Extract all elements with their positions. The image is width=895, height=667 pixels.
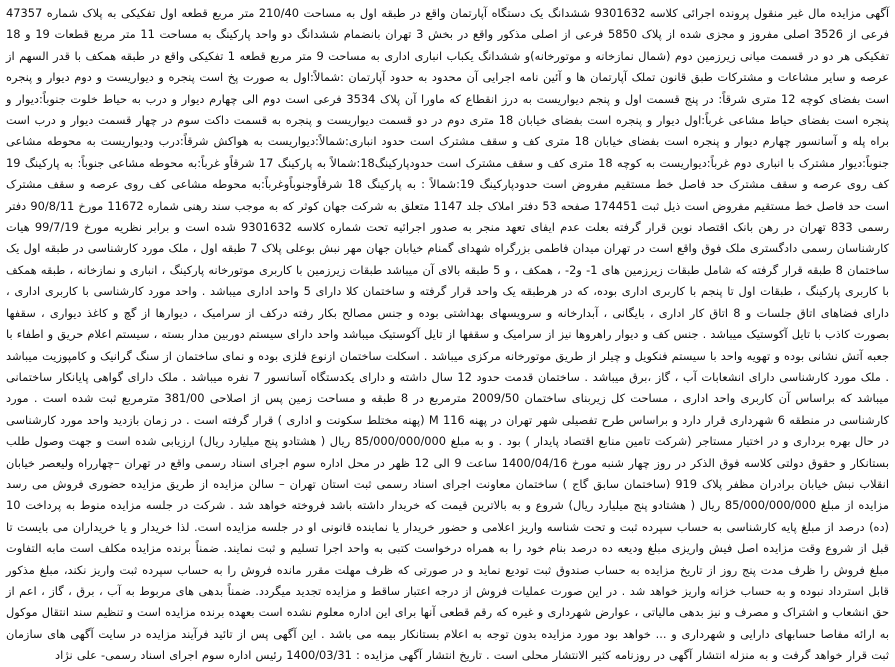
auction-notice-text: آگهی مزایده مال غیر منقول پرونده اجرائی کلاسه 9301632 ششدانگ یک دستگاه آپارتمان واقع در طبقه اول به مساحت 210/40 متر مربع قطعه اول تفکیکی به پلاک شماره 47357 فرعی از 3526 اصلی مفروز و مجزی شده از پلاک 5850 فرعی از اصلی مذکور واقع در بخش 3 تهران بانضمام ششدانگ دو واحد پارکینگ به مساحت 11 متر مربع قطعات 19 و 18 تفکیکی هر دو در قسمت میانی زیرزمین دوم (شمال نمازخانه و موتورخانه)و ششدانگ یکباب انباری اداری به مساحت 9 متر مربع قطعه 1 تفکیکی واقع در طبقه همکف با قدر السهم از عرصه و سایر مشاعات و مشترکات طبق قانون تملک آپارتمان ها و آئین نامه اجرایی آن محدود به حدود آپارتمان :شمالاً:اول به صورت پخ است پنجره و دیواریست و دوم دیوار و پنجره است بفضای کوچه 12 متری شرقاً: در پنج قسمت اول و پنجم دیواریست به درز انقطاع که ماورا آن پلاک 3534 فرعی است دوم الی چهارم دیوار و درب به حیاط خلوت جنوباً:دیوار و پنجره است بفضای حیاط مشاعی غرباً:اول دیوار و پنجره است بفضای خیابان 18 متری دوم در دو قسمت دیواریست و پنجره به قسمت داکت سوم در چهار قسمت دیوار و درب است براه پله و آسانسور چهارم دیوار و پنجره است بفضای خیابان 18 متری کف و سقف مشترک است حدود انباری:شمالاً:دیواریست به هواکش شرقاً:درب ودیواریست به محوطه مشاعی جنوباً:دیوار مشترک با انباری دوم غرباً:دیواریست به کوچه 18 متری کف و سقف مشترک است حدودپارکینگ18:شمالاً به پارکینگ 17 شرقاًو غرباً:به محوطه مشاعی جنوباً: به پارکینگ 19 کف روی عرصه و سقف مشترک حد فاصل خط مستقیم مفروض است حدودپارکینگ 19:شمالاً : به پارکینگ 18 شرقاًوجنوباًوغرباً:به محوطه مشاعی کف روی عرصه و سقف مشترک است حد فاصل خط مستقیم مفروض است ذیل ثبت 174451 صفحه 53 دفتر املاک جلد 1147 متعلق به شرکت جهان کوثر که به موجب سند رهنی شماره 11672 مورخ 90/8/11 دفتر رسمی 833 تهران در رهن بانک اقتصاد نوین قرار گرفته بعلت عدم ایفای تعهد منجر به صدور اجرائیه تحت شماره کلاسه 9301632 شده است و برابر نظریه مورخ 99/7/19 هیات کارشناسان رسمی دادگستری ملک فوق واقع است در تهران میدان فاطمی بزرگراه شهدای گمنام خیابان جهان مهر نبش بوعلی پلاک 7 طبقه اول ، ملک مورد کارشناسی در طبقه اول یک ساختمان 8 طبقه قرار گرفته که شامل طبقات زیرزمین های 1- و2- ، همکف ، و 5 طبقه بالای آن میباشد طبقات زیرزمین با کاربری موتورخانه پارکینگ ، انباری و نمازخانه ، طبقه همکف با کاربری پارکینگ ، طبقات اول تا پنجم با کاربری اداری بوده، که در هرطبقه یک واحد قرار گرفته و ساختمان کلا دارای 5 واحد اداری میباشد . واحد مورد کارشناسی با کاربری اداری ، دارای فضاهای اتاق جلسات و 8 اتاق کار اداری ، بایگانی ، آبدارخانه و سرویسهای بهداشتی بوده و جنس مصالح بکار رفته درکف از سرامیک ، دیوارها از گچ و کاغذ دیواری ، سقفها بصورت کاذب با تایل آکوستیک میباشد . جنس کف و دیوار راهروها نیز از سرامیک و سقفها از تایل آکوستیک میباشد واحد دارای سیستم دوربین مدار بسته ، سیستم اعلام حریق و اطفاء با جعبه آتش نشانی بوده و تهویه واحد با سیستم فنکویل و چیلر از طریق موتورخانه مرکزی میباشد . اسکلت ساختمان ازنوع فلزی بوده و نمای ساختمان از سنگ گرانیک و کامپوزیت میباشد . ملک مورد کارشناسی دارای انشعابات آب ، گاز ،برق میباشد . ساختمان قدمت حدود 12 سال داشته و دارای یکدستگاه آسانسور 7 نفره میباشد . ملک دارای گواهی پایانکار ساختمانی میباشد که براساس آن کاربری واحد اداری ، مساحت کل زیربنای ساختمان 2009/50 مترمربع در 8 طبقه و مساحت زمین پس از اصلاحی 381/00 مترمربع ثبت شده است . مورد کارشناسی در منطقه 6 شهرداری قرار دارد و براساس طرح تفصیلی شهر تهران در پهنه M 116 (پهنه مختلط سکونت و اداری ) قرار گرفته است . در زمان بازدید واحد مورد کارشناسی در حال بهره برداری و در اختیار مستاجر (شرکت تامین منابع اقتصاد پایدار ) بود . و به مبلغ 85/000/000/000 ریال ( هشتادو پنج میلیارد ریال) ارزیابی شده است و جهت وصول طلب بستانکار و حقوق دولتی کلاسه فوق الذکر در روز چهار شنبه مورخ 1400/04/16 ساعت 9 الی 12 ظهر در محل اداره سوم اجرای اسناد رسمی واقع در تهران –چهارراه ولیعصر خیابان انقلاب نبش خیابان برادران مظفر پلاک 919 (ساختمان سابق گاج ) ساختمان معاونت اجرای اسناد رسمی ثبت استان تهران – سالن مزایده از طریق مزایده حضوری فروش می رسد مزایده از مبلغ 85/000/000/000 ریال ( هشتادو پنج میلیارد ریال) شروع و به بالاترین قیمت که خریدار داشته باشد فروخته خواهد شد . شرکت در جلسه مزایده منوط به پرداخت 10 (ده) درصد از مبلغ پایه کارشناسی به حساب سپرده ثبت و تحت شناسه واریز اعلامی و حضور خریدار یا نماینده قانونی او در جلسه مزایده است. لذا خریدار و یا خریداران می بایست تا قبل از شروع وقت مزایده اصل فیش واریزی مبلغ ودیعه ده درصد بنام خود را به همراه درخواست کتبی به واحد اجرا تسلیم و ثبت نمایند. ضمناً برنده مزایده مکلف است مابه التفاوت مبلغ فروش را ظرف مدت پنج روز از تاریخ مزایده به حساب صندوق ثبت تودیع نماید و در صورتی که ظرف مهلت مقرر مانده فروش را به حساب سپرده ثبت واریز نکند، مبلغ مذکور قابل استرداد نبوده و به حساب خزانه واریز خواهد شد . در این صورت عملیات فروش از درجه اعتبار ساقط و مزایده تجدید میگردد. ضمناً بدهی های مربوط به آب ، برق ، گاز ، اعم از حق انشعاب و اشتراک و مصرف و نیز بدهی مالیاتی ، عوارض شهرداری و غیره که رقم قطعی آنها برای این اداره معلوم نشده است بعهده برنده مزایده است و تنظیم سند انتقال موکول به ارائه مفاصا حسابهای دارایی و شهرداری و ... خواهد بود مورد مزایده بدون توجه به اعلام بستانکار بیمه می باشد . این آگهی پس از تائید فرآیند مزایده در سایت آگهی های سازمان ثبت قرار خواهد گرفت و به منزله انتشار آگهی در روزنامه کثیر الانتشار محلی است . تاریخ انتشار آگهی مزایده : 1400/03/31 رئیس اداره سوم اجرای اسناد رسمی- علی نژاد [5, 6, 890, 663]
